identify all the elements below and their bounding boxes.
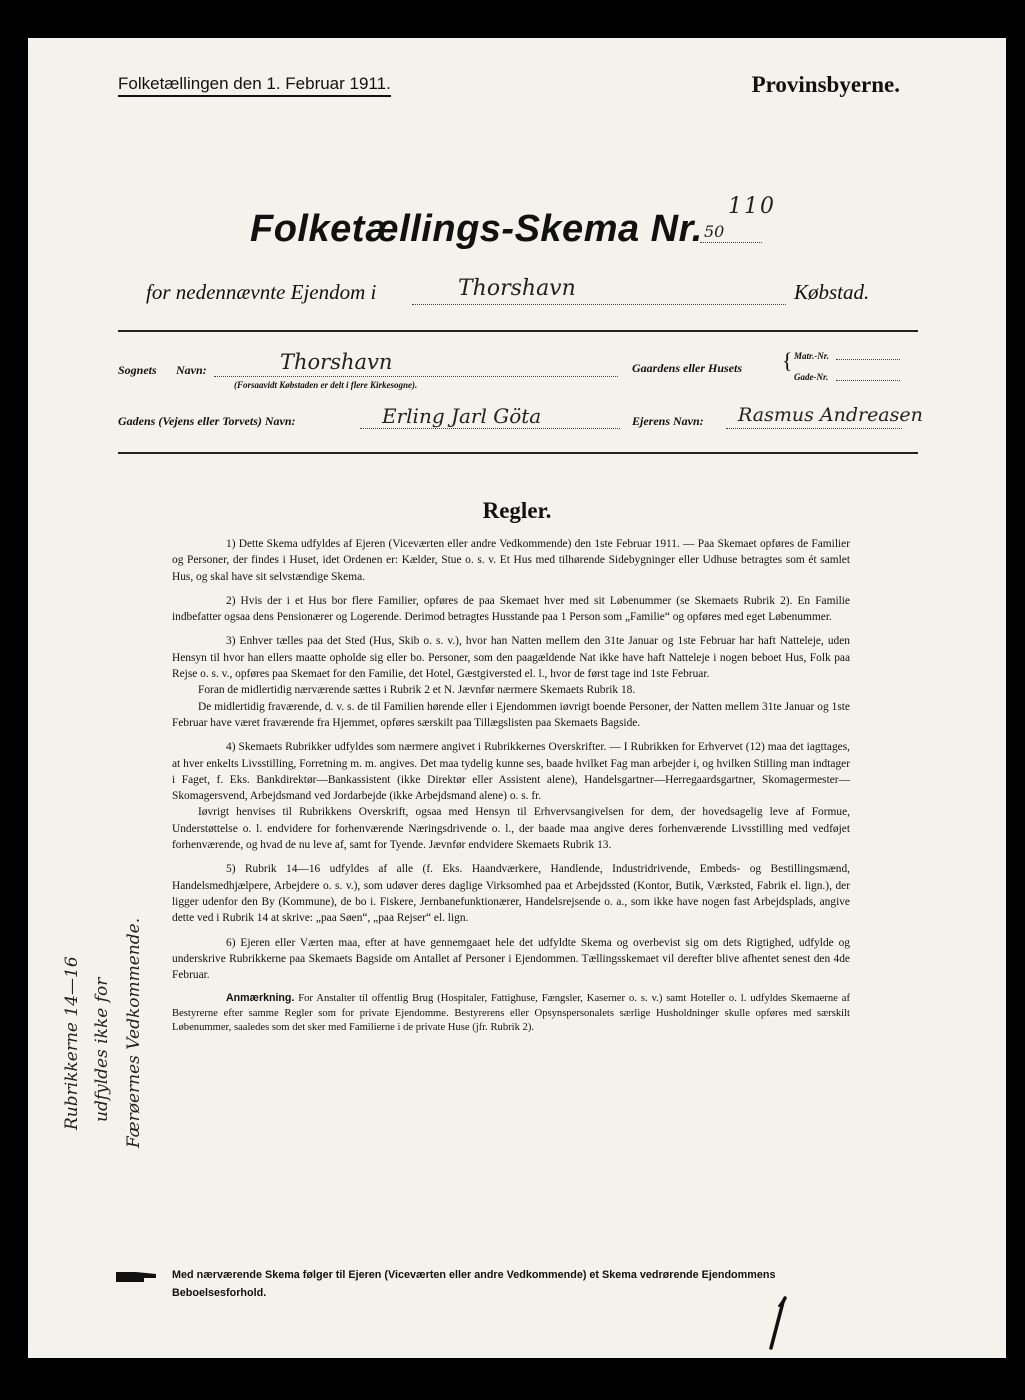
owner-line bbox=[726, 428, 902, 429]
kobstad-label: Købstad. bbox=[794, 280, 870, 304]
parish-line bbox=[214, 376, 618, 377]
title-number-line bbox=[700, 242, 762, 243]
gade-label: Gade-Nr. bbox=[794, 372, 829, 382]
rules-body bbox=[172, 536, 850, 1044]
rule-3c: De midlertidig fraværende, d. v. s. de til Familien hørende eller i Ejendommen iøvrigt boende Personer, der Natten mellem 31te Januar og 1ste Februar have været fraværende fra Hjemmet, opføres særskilt paa Tillægslisten paa Skemaets Bagside. bbox=[172, 700, 850, 729]
street-line bbox=[360, 428, 620, 429]
divider-top bbox=[118, 330, 918, 332]
census-title: Folketællingen den 1. Februar 1911. bbox=[118, 74, 391, 97]
rule-note bbox=[172, 991, 850, 1036]
matr-line bbox=[836, 359, 900, 360]
rule-1: 1) Dette Skema udfyldes af Ejeren (Viceværten eller andre Vedkommende) den 1ste Februar 1911. — Paa Skemaet opføres de Familier og Personer, der findes i Huset, idet Ordenen er: Kælder, Stue o. s. v. Et Hus med tilhørende Sidebygninger eller Udhuse betragtes som ét samlet Hus, og skal have sit selvstændige Skema. bbox=[172, 538, 850, 583]
street-value: Erling Jarl Göta bbox=[382, 404, 542, 428]
handwritten-number: 110 bbox=[728, 194, 776, 219]
town-value: Thorshavn bbox=[458, 276, 576, 301]
rule-3: 3) Enhver tælles paa det Sted (Hus, Skib o. s. v.), hvor han Natten mellem den 31te Januar og 1ste Februar har haft Natteleje, uden Hensyn til hvor han ellers maatte opholde sig eller bo. Personer, som den paagældende Nat ikke have haft Natteleje i nogen beboet Hus, Folk paa Rejse o. s. v., opføres paa Skemaet for den Familie, det Hotel, Gæstgiversted el. l., hvor de først tage ind 1ste Februar. bbox=[172, 635, 850, 681]
farm-label: Gaardens eller Husets bbox=[632, 361, 743, 375]
owner-label: Ejerens Navn: bbox=[632, 414, 704, 428]
parish-note: (Forsaavidt Købstaden er delt i flere Kirkesogne). bbox=[234, 380, 418, 390]
parish-label-1: Sognets bbox=[118, 363, 157, 377]
form-title-number: 50 bbox=[704, 222, 725, 241]
footer-note: Med nærværende Skema følger til Ejeren (Viceværten eller andre Vedkommende) et Skema vedrørende Ejendommens Beboelsesforhold. bbox=[172, 1269, 776, 1299]
side-note-line-2: udfyldes ikke for bbox=[92, 977, 112, 1122]
street-label: Gadens (Vejens eller Torvets) Navn: bbox=[118, 414, 296, 428]
brace: { bbox=[782, 348, 793, 373]
town-line bbox=[412, 304, 786, 305]
rule-5: 5) Rubrik 14—16 udfyldes af alle (f. Eks. Haandværkere, Handlende, Industridrivende, Embeds- og Bestillingsmænd, Handelsmedhjælpere, Arbejdere o. s. v.), som udøver deres daglige Virksomhed paa et Arbejdssted (Kontor, Butik, Værksted, Fabrik el. lign.), der ligger udenfor den By (Kommune), de bo i. Fiskere, Jernbanefunktionærer, Handelsrejsende o. a., som ikke have nogen fast Arbejdsplads, angive dette ved i Rubrik 14 at skrive: „paa Søen“, „paa Rejser“ el. lign. bbox=[172, 863, 850, 925]
census-form-page bbox=[28, 38, 1006, 1358]
owner-value: Rasmus Andreasen bbox=[738, 404, 923, 426]
divider-bottom bbox=[118, 452, 918, 454]
for-line-label: for nedennævnte Ejendom i bbox=[146, 280, 377, 304]
handwritten-mark-icon bbox=[763, 1296, 793, 1352]
matr-label: Matr.-Nr. bbox=[794, 351, 830, 361]
note-text: For Anstalter til offentlig Brug (Hospitaler, Fattighuse, Fængsler, Kaserner o. s. v.) samt Hoteller o. l. udfyldes Skemaerne af Bestyrerne efter samme Regler som for private Ejendomme. Bestyrerens eller Opsynspersonalets særlige Husholdninger skulle opføres med særskilt Løbenummer, saaledes som det sker med Familierne i de private Huse (jfr. Rubrik 2). bbox=[172, 993, 850, 1034]
rules-heading: Regler. bbox=[482, 498, 552, 523]
rule-4: 4) Skemaets Rubrikker udfyldes som nærmere angivet i Rubrikkernes Overskrifter. — I Rubrikken for Erhvervet (12) maa det iagttages, at hver enkelts Livsstilling, Forretning m. m. angives. Det maa tydelig kunne ses, baade hvilket Fag man arbejder i, og hvilken Stilling man indtager i Faget, f. Eks. Bankdirektør—Bankassistent (ikke Direktør eller Assistent alene), Handelsgartner—Herregaardsgartner, Skomagermester—Skomagersvend, Arbejdsmand ved Jordarbejde (ikke Arbejdsmand alene) o. s. fr. bbox=[172, 741, 850, 803]
parish-label-2: Navn: bbox=[176, 363, 207, 377]
gade-line bbox=[836, 380, 900, 381]
pointing-hand-icon bbox=[116, 1269, 160, 1285]
note-label: Anmærkning. bbox=[226, 992, 295, 1005]
side-note-line-1: Rubrikkerne 14—16 bbox=[62, 956, 82, 1130]
region-label: Provinsbyerne. bbox=[751, 72, 900, 97]
rule-3b: Foran de midlertidig nærværende sættes i Rubrik 2 et N. Jævnfør nærmere Skemaets Rubrik 18. bbox=[198, 684, 636, 697]
rule-2: 2) Hvis der i et Hus bor flere Familier, opføres de paa Skemaet hver med sit Løbenummer (se Skemaets Rubrik 2). En Familie indbefatter ogsaa dens Pensionærer og Logerende. Derimod betragtes Husstande paa 1 Person som „Familie“ og opføres med eget Løbenummer. bbox=[172, 594, 850, 624]
rule-4b: Iøvrigt henvises til Rubrikkens Overskrift, ogsaa med Hensyn til Erhvervsangivelsen for dem, der hovedsagelig leve af Formue, Understøttelse o. l. endvidere for forhenværende Næringsdrivende o. l., der baade maa angive deres forhenværende Livsstilling med vedføjet forhenværende, og hvad de nu leve af, samt for Tyende. Jævnfør endvidere Skemaets Rubrik 13. bbox=[172, 806, 850, 852]
form-title: Folketællings-Skema Nr. bbox=[250, 208, 703, 250]
side-note-line-3: Færøernes Vedkommende. bbox=[124, 917, 144, 1148]
parish-value: Thorshavn bbox=[280, 350, 393, 374]
rule-6: 6) Ejeren eller Værten maa, efter at have gennemgaaet hele det udfyldte Skema og overbevist sig om dets Rigtighed, udfylde og underskrive Rubrikkerne paa Skemaets Bagside om Antallet af Personer i Ejendommen. Tællingsskemaet vil derefter blive afhentet senest den 4de Februar. bbox=[172, 936, 850, 982]
